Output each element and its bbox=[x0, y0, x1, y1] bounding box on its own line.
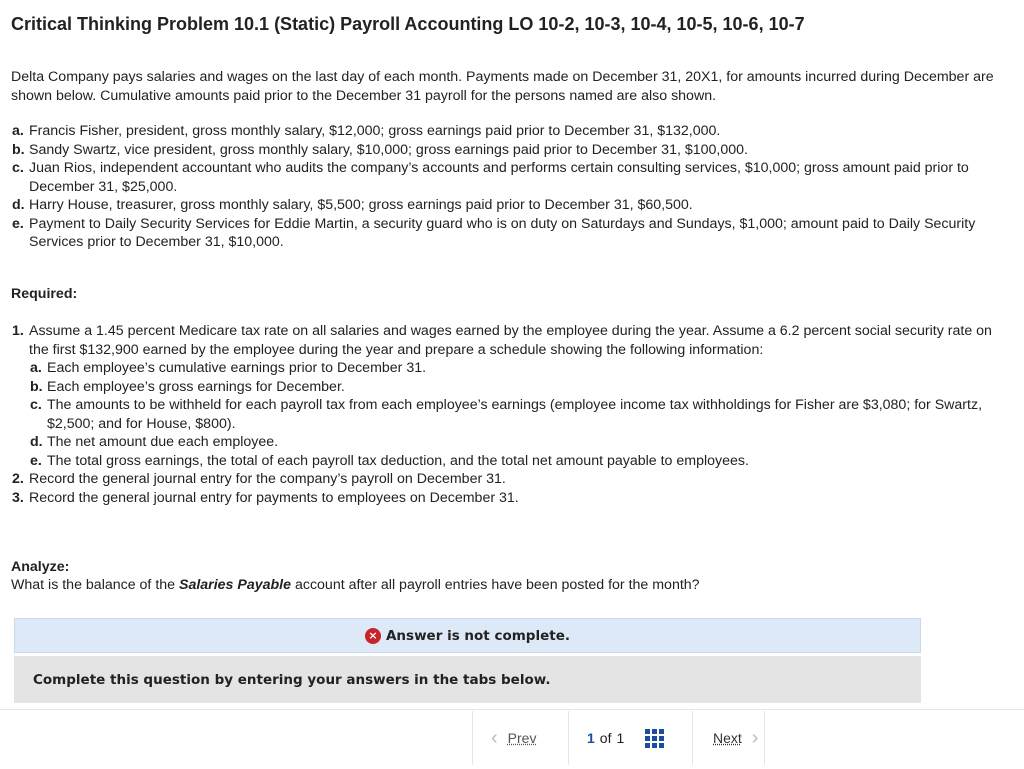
requirement-subitem bbox=[11, 396, 1001, 433]
list-item bbox=[11, 122, 1001, 141]
current-page: 1 bbox=[587, 730, 595, 746]
subitem-text: The amounts to be withheld for each payroll tax from each employee’s earnings (employee income tax withholdings for Fisher are $3,080; for Swartz, $2,500; and for House, $800). bbox=[47, 397, 983, 432]
subitem-label: b. bbox=[30, 378, 43, 395]
requirement-item bbox=[11, 489, 1001, 508]
requirement-text: Assume a 1.45 percent Medicare tax rate on all salaries and wages earned by the employee during the year. Assume a 6.2 percent social security rate on the first $132,900 earned by the employee during the year and prepare a schedule showing the following information: bbox=[29, 323, 992, 358]
item-label: b. bbox=[12, 141, 25, 158]
next-button[interactable] bbox=[693, 711, 765, 765]
item-label: d. bbox=[12, 197, 25, 213]
next-label: Next bbox=[713, 730, 742, 746]
requirement-subitem bbox=[11, 359, 1001, 378]
item-label: c. bbox=[12, 160, 24, 176]
instructions-panel bbox=[14, 656, 921, 703]
list-item bbox=[11, 215, 1001, 252]
requirement-subitem bbox=[11, 452, 1001, 471]
requirement-subitem bbox=[11, 433, 1001, 452]
analyze-text-post: account after all payroll entries have been posted for the month? bbox=[291, 577, 700, 593]
page-indicator bbox=[569, 711, 693, 765]
prev-button[interactable] bbox=[472, 711, 569, 765]
analyze-question bbox=[11, 577, 700, 593]
subitem-label: a. bbox=[30, 360, 42, 376]
requirement-label: 3. bbox=[12, 489, 24, 506]
subitem-text: The total gross earnings, the total of each payroll tax deduction, and the total net amount payable to employees. bbox=[47, 452, 749, 469]
item-label: e. bbox=[12, 215, 24, 232]
answer-status-text: Answer is not complete. bbox=[385, 627, 570, 644]
prev-label: Prev bbox=[507, 730, 537, 746]
instructions-text: Complete this question by entering your answers in the tabs below. bbox=[33, 671, 551, 688]
list-item bbox=[11, 159, 1001, 196]
item-text: Sandy Swartz, vice president, gross monthly salary, $10,000; gross earnings paid prior to December 31, $100,000. bbox=[29, 141, 748, 158]
total-pages: 1 bbox=[616, 730, 625, 746]
problem-title: Critical Thinking Problem 10.1 (Static) Payroll Accounting LO 10-2, 10-3, 10-4, 10-5, 10-6, 10-7 bbox=[11, 14, 805, 34]
chevron-right-icon: › bbox=[751, 727, 759, 749]
error-icon: × bbox=[365, 628, 381, 644]
subitem-label: e. bbox=[30, 452, 42, 469]
subitem-label: c. bbox=[30, 397, 42, 413]
page-of-label: of bbox=[599, 730, 612, 746]
item-text: Harry House, treasurer, gross monthly salary, $5,500; gross earnings paid prior to December 31, $60,500. bbox=[29, 197, 693, 213]
subitem-label: d. bbox=[30, 434, 43, 450]
requirement-label: 1. bbox=[12, 323, 24, 339]
problem-intro: Delta Company pays salaries and wages on the last day of each month. Payments made on December 31, 20X1, for amounts incurred during December are shown below. Cumulative amounts paid prior to the December 31 payroll for the persons named are also shown. bbox=[11, 69, 994, 104]
analyze-text-pre: What is the balance of the bbox=[11, 577, 179, 593]
subitem-text: Each employee’s gross earnings for December. bbox=[47, 378, 345, 395]
requirement-item bbox=[11, 322, 1001, 359]
item-text: Juan Rios, independent accountant who audits the company’s accounts and performs certain consulting services, $10,000; gross amount paid prior to December 31, $25,000. bbox=[29, 160, 969, 195]
requirement-text: Record the general journal entry for payments to employees on December 31. bbox=[29, 489, 519, 506]
item-text: Payment to Daily Security Services for Eddie Martin, a security guard who is on duty on Saturdays and Sundays, $1,000; amount paid to Daily Security Services prior to December 31, $10,000. bbox=[29, 215, 976, 250]
requirement-item bbox=[11, 470, 1001, 489]
required-list bbox=[11, 322, 1001, 507]
pagination bbox=[472, 711, 765, 765]
requirement-subitem bbox=[11, 378, 1001, 397]
persons-list bbox=[11, 122, 1001, 252]
item-text: Francis Fisher, president, gross monthly salary, $12,000; gross earnings paid prior to December 31, $132,000. bbox=[29, 123, 721, 139]
list-item bbox=[11, 196, 1001, 215]
grid-icon[interactable] bbox=[645, 729, 664, 748]
requirement-text: Record the general journal entry for the company’s payroll on December 31. bbox=[29, 471, 506, 487]
list-item bbox=[11, 141, 1001, 160]
subitem-text: The net amount due each employee. bbox=[47, 434, 279, 450]
footer-divider bbox=[0, 709, 1024, 710]
chevron-left-icon: ‹ bbox=[491, 727, 498, 749]
required-heading: Required: bbox=[11, 286, 78, 302]
item-label: a. bbox=[12, 123, 24, 139]
answer-status-banner bbox=[14, 618, 921, 653]
analyze-heading: Analyze: bbox=[11, 559, 70, 575]
salaries-payable-term: Salaries Payable bbox=[179, 577, 292, 593]
subitem-text: Each employee’s cumulative earnings prior to December 31. bbox=[47, 360, 427, 376]
requirement-label: 2. bbox=[12, 471, 24, 487]
